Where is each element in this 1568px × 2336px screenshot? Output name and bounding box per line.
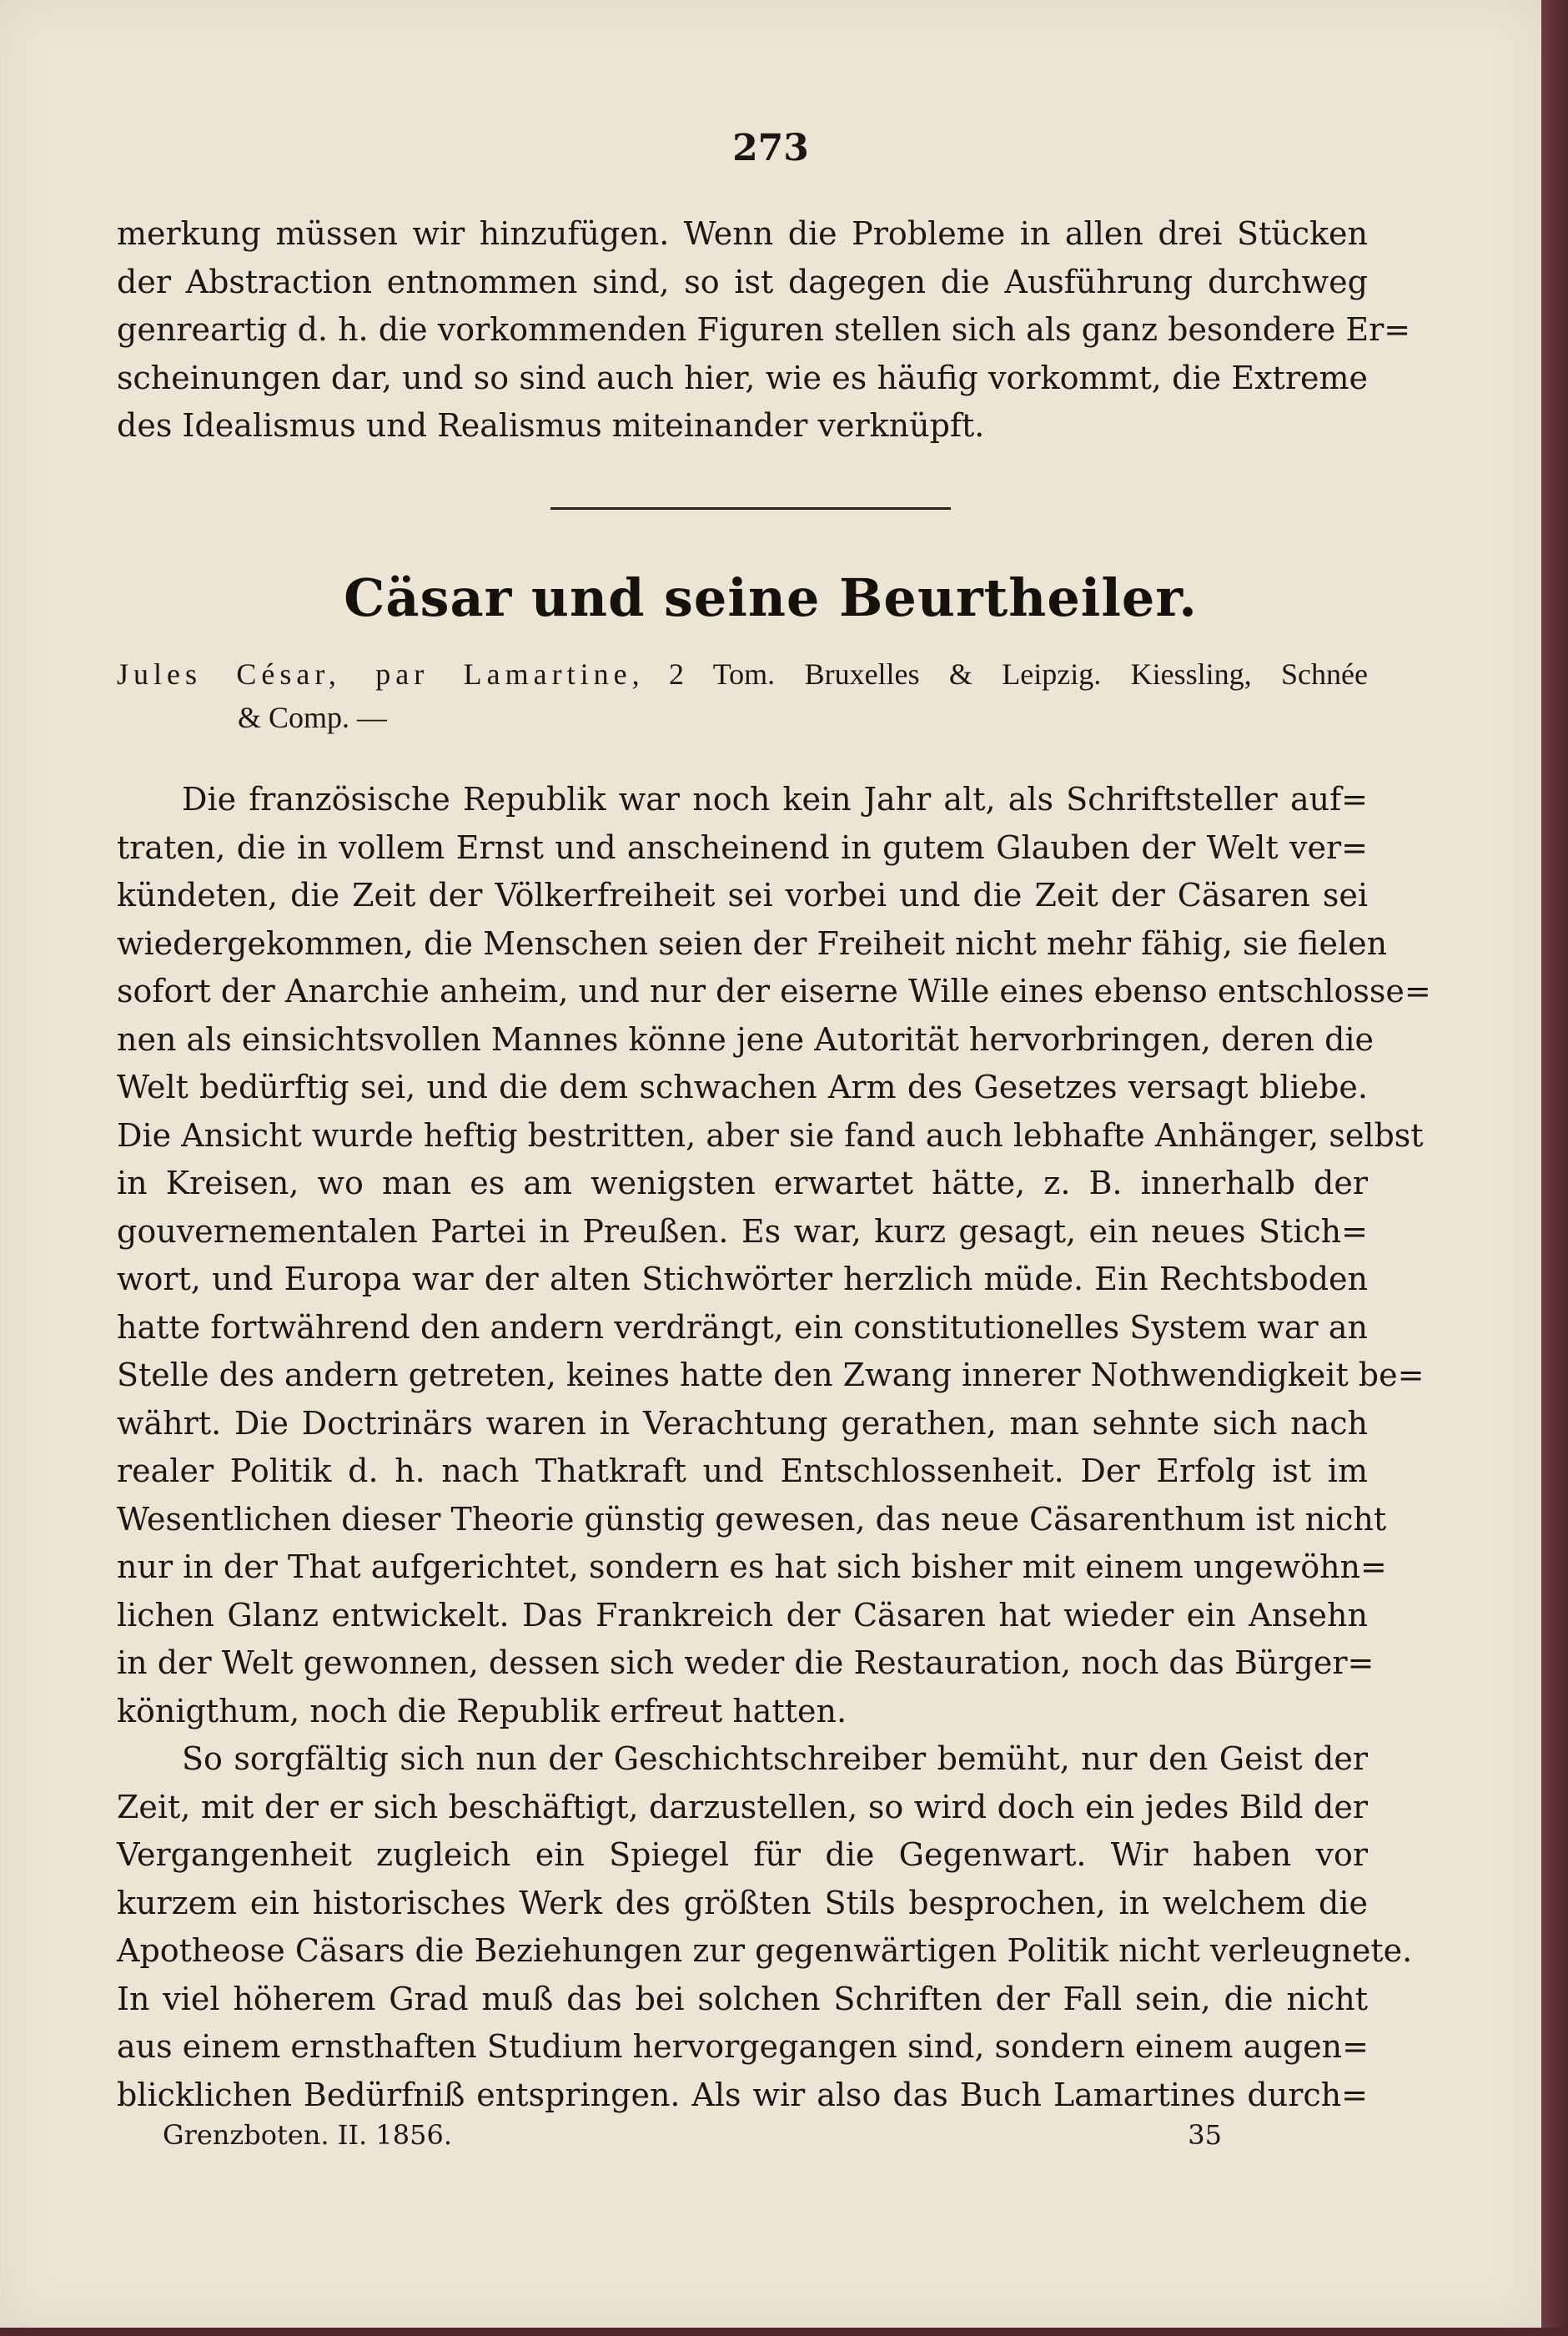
article-title: Cäsar und seine Beurtheiler. [344,567,1198,628]
text-line: wiedergekommen, die Menschen seien der Freiheit nicht mehr fähig, sie fielen [117,924,1388,962]
text-line: nen als einsichtsvollen Mannes könne jene Autorität hervorbringen, deren die [117,1020,1375,1058]
text-line: Welt bedürftig sei, und die dem schwachen Arm des Gesetzes versagt bliebe. [117,1069,1368,1105]
text-line: nur in der That aufgerichtet, sondern es hat sich bisher mit einem ungewöhn= [117,1548,1387,1585]
citation-line [117,652,1368,696]
text-line: aus einem ernsthaften Studium hervorgegangen sind, sondern einem augen= [117,2028,1369,2065]
text-line: königthum, noch die Republik erfreut hatten. [117,1692,847,1729]
text-line: scheinungen dar, und so sind auch hier, wie es häufig vorkommt, die Extreme [117,359,1368,396]
citation-author-name: Lamartine [463,657,632,691]
journal-signature: Grenzboten. II. 1856. [163,2119,452,2151]
text-line: lichen Glanz entwickelt. Das Frankreich der Cäsaren hat wieder ein Ansehn [117,1596,1368,1634]
text-line: wort, und Europa war der alten Stichwörter herzlich müde. Ein Rechtsboden [117,1261,1368,1297]
text-line: traten, die in vollem Ernst und anscheinend in gutem Glauben der Welt ver= [117,828,1368,866]
text-line: Die französische Republik war noch kein Jahr alt, als Schriftsteller auf= [182,781,1368,818]
text-line: So sorgfältig sich nun der Geschichtschreiber bemüht, nur den Geist der [182,1740,1368,1777]
text-line: sofort der Anarchie anheim, und nur der eiserne Wille eines ebenso entschlosse= [117,973,1431,1009]
citation-details: , 2 Tom. Bruxelles & Leipzig. Kiessling, Schnée [631,657,1368,691]
text-line: kurzem ein historisches Werk des größten Stils besprochen, in welchem die [117,1884,1368,1921]
text-line: Vergangenheit zugleich ein Spiegel für die Gegenwart. Wir haben vor [117,1836,1368,1873]
text-line: des Idealismus und Realismus miteinander verknüpft. [117,407,985,444]
paragraph-1 [117,776,1431,1735]
text-line: Wesentlichen dieser Theorie günstig gewesen, das neue Cäsarenthum ist nicht [117,1500,1387,1538]
book-cover-bottom-edge [0,2328,1568,2336]
text-line: blicklichen Bedürfniß entspringen. Als wir also das Buch Lamartines durch= [117,2076,1368,2113]
section-divider [550,507,951,510]
text-line: der Abstraction entnommen sind, so ist dagegen die Ausführung durchweg [117,263,1368,300]
book-citation [117,652,1368,739]
text-line: realer Politik d. h. nach Thatkraft und Entschlossenheit. Der Erfolg ist im [117,1452,1368,1489]
text-line: In viel höherem Grad muß das bei solchen Schriften der Fall sein, die nicht [117,1980,1368,2017]
text-line: genreartig d. h. die vorkommenden Figuren stellen sich als ganz besondere Er= [117,311,1411,348]
text-line: währt. Die Doctrinärs waren in Verachtung gerathen, man sehnte sich nach [117,1404,1368,1442]
text-line: kündeten, die Zeit der Völkerfreiheit sei vorbei und die Zeit der Cäsaren sei [117,877,1368,914]
citation-author-prefix: Jules César, par [117,657,464,691]
text-line: Stelle des andern getreten, keines hatte den Zwang innerer Nothwendigkeit be= [117,1357,1425,1393]
sheet-number: 35 [1188,2119,1222,2151]
paragraph-2 [117,1735,1413,2119]
text-line: in der Welt gewonnen, dessen sich weder die Restauration, noch das Bürger= [117,1644,1375,1681]
page-number: 273 [732,127,809,169]
text-line: hatte fortwährend den andern verdrängt, ein constitutionelles System war an [117,1308,1368,1346]
text-line: Die Ansicht wurde heftig bestritten, aber sie fand auch lebhafte Anhänger, selbst [117,1116,1424,1154]
text-line: Zeit, mit der er sich beschäftigt, darzustellen, so wird doch ein jedes Bild der [117,1788,1368,1825]
text-line: gouvernementalen Partei in Preußen. Es war, kurz gesagt, ein neues Stich= [117,1212,1368,1250]
citation-line: & Comp. — [238,701,388,734]
intro-paragraph [117,210,1411,451]
book-cover-edge [1541,0,1568,2336]
text-line: Apotheose Cäsars die Beziehungen zur gegenwärtigen Politik nicht verleugnete. [117,1932,1413,1969]
text-line: in Kreisen, wo man es am wenigsten erwartet hätte, z. B. innerhalb der [117,1165,1368,1201]
text-line: merkung müssen wir hinzufügen. Wenn die Probleme in allen drei Stücken [117,215,1368,252]
